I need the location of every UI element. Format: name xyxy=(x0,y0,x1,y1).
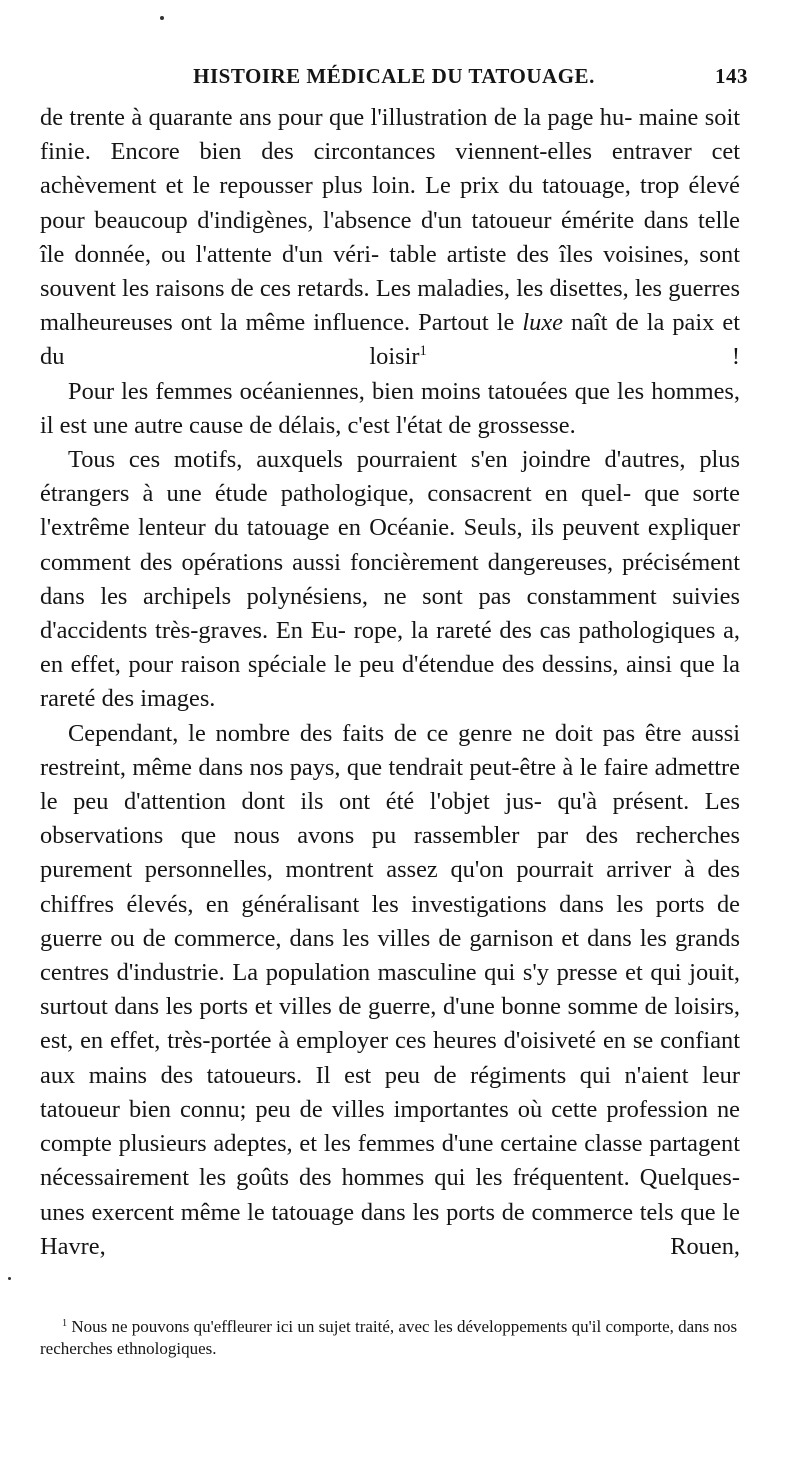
footnote-ref: 1 xyxy=(419,343,427,360)
text-line: images. xyxy=(140,685,216,713)
text-line: hommes, il est une autre cause de délais, c'est l'état de xyxy=(40,377,740,439)
footnote-marker: 1 xyxy=(62,1317,68,1329)
text-line: grossesse. xyxy=(477,411,576,439)
paragraph xyxy=(40,717,740,1264)
text-line: par des recherches purement personnelles, montrent assez xyxy=(40,822,741,884)
text-line: ! xyxy=(426,343,740,371)
page-number: 143 xyxy=(715,64,748,88)
text-line: dangereuses, précisément dans les archipels polynésiens, ne xyxy=(40,548,740,610)
text-line: entraver cet achèvement et le repousser plus loin. Le prix du xyxy=(40,138,740,200)
text-line: n'aient leur tatoueur bien connu; peu de villes importantes où xyxy=(40,1061,740,1123)
text-line: est, en effet, très-portée à employer ces heures d'oisiveté en se xyxy=(40,1027,654,1055)
text-line: peuvent expliquer comment des opérations aussi foncièrement xyxy=(40,514,740,576)
text-line: tatouage dans les ports de commerce tels que le Havre, Rouen, xyxy=(40,1198,740,1260)
text-line: les investigations dans les ports de guerre ou de commerce, xyxy=(40,890,740,952)
text-line: plus étrangers à une étude pathologique, consacrent en quel- xyxy=(40,446,740,508)
footnotes xyxy=(40,1316,750,1360)
footnote xyxy=(40,1316,750,1360)
text-line: cette profession ne compte plusieurs adeptes, et les femmes xyxy=(40,1095,740,1158)
speck xyxy=(160,16,164,20)
running-title: HISTOIRE MÉDICALE DU TATOUAGE. xyxy=(193,64,595,88)
text-line: rope, la rareté des cas pathologiques a, en effet, pour raison xyxy=(40,617,740,679)
paragraph xyxy=(40,101,740,375)
paragraph xyxy=(40,375,740,443)
text-line: la même influence. Partout le xyxy=(220,309,523,337)
text-line: que sorte l'extrême lenteur du tatouage en Océanie. Seuls, ils xyxy=(40,480,740,542)
italic-word: luxe xyxy=(522,309,563,337)
footnote-line: comporte, dans nos recherches ethnologiques. xyxy=(40,1317,738,1358)
speck xyxy=(8,1277,11,1280)
text-line: sont pas constamment suivies d'accidents très-graves. En Eu- xyxy=(40,582,740,645)
text-line: spéciale le peu d'étendue des dessins, ainsi que la rareté des xyxy=(40,651,740,713)
text-line: Tous ces motifs, auxquels pourraient s'en joindre d'autres, xyxy=(68,446,686,474)
text-line: dans les villes de garnison et dans les grands centres d'industrie. xyxy=(40,924,740,987)
footnote-line: Nous ne pouvons qu'effleurer ici un sujet traité, avec les développements qu'il xyxy=(71,1317,602,1336)
text-line: aussi restreint, même dans nos pays, que tendrait peut-être à xyxy=(40,719,740,781)
text-line: hommes qui les fréquentent. Quelques-unes exercent même le xyxy=(40,1164,740,1226)
text-line: Cependant, le nombre des faits de ce genre ne doit pas être xyxy=(68,719,682,747)
text-line: tatoueur émérite dans telle île donnée, ou l'attente d'un véri- xyxy=(40,206,740,268)
text-line: confiant aux mains des tatoueurs. Il est peu de régiments qui xyxy=(40,1027,740,1089)
text-line: tatouage, trop élevé pour beaucoup d'indigènes, l'absence d'un xyxy=(40,172,740,234)
text-line: qu'on pourrait arriver à des chiffres élevés, en généralisant xyxy=(40,856,740,918)
body-text xyxy=(40,101,740,1264)
text-line: naît de la paix et du loisir xyxy=(40,309,740,371)
text-line: d'une certaine classe partagent nécessairement les goûts des xyxy=(40,1130,740,1192)
text-line: table artiste des îles voisines, sont souvent les raisons de ces xyxy=(40,240,741,303)
text-line: maine soit finie. Encore bien des circontances viennent-elles xyxy=(40,104,740,166)
text-line: dans les ports et villes de guerre, d'une bonne somme de loisirs, xyxy=(114,993,740,1021)
text-line: de trente à quarante ans pour que l'illustration de la page hu- xyxy=(40,104,633,131)
text-line: le faire admettre le peu d'attention dont ils ont été l'objet jus- xyxy=(40,753,740,816)
paragraph xyxy=(40,443,740,717)
text-line: retards. Les maladies, les disettes, les guerres malheureuses ont xyxy=(40,275,740,337)
text-line: Pour les femmes océaniennes, bien moins tatouées que les xyxy=(68,377,645,405)
text-line: qu'à présent. Les observations que nous avons pu rassembler xyxy=(40,788,740,850)
running-header xyxy=(40,64,748,94)
text-line: La population masculine qui s'y presse et qui jouit, surtout xyxy=(40,959,740,1021)
